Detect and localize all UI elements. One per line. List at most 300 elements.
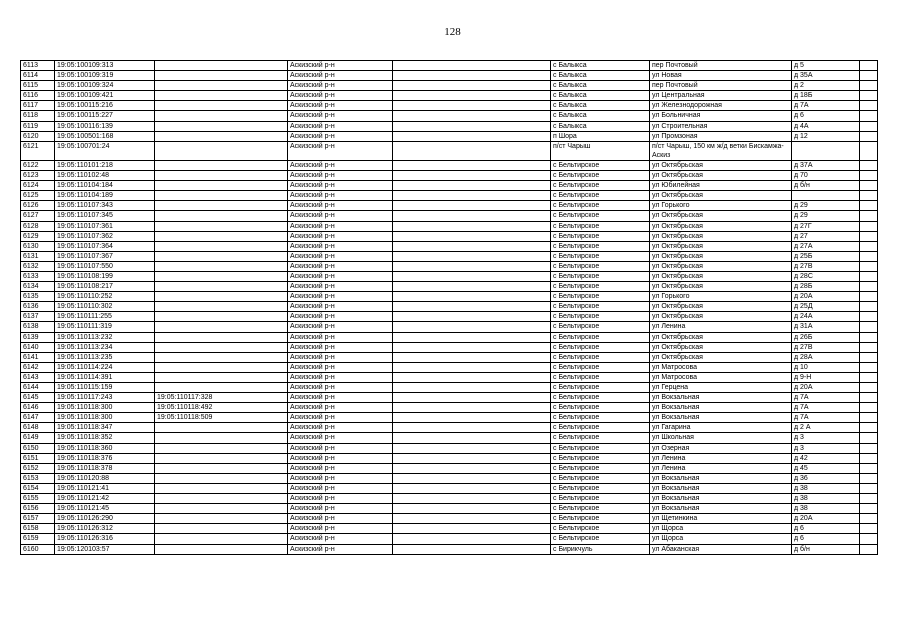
cadastral-number-cell: 19:05:110120:88 (55, 473, 155, 483)
house-cell: д 6 (792, 534, 860, 544)
street-cell: ул Герцена (650, 383, 792, 393)
table-row (21, 221, 878, 231)
table-row (21, 251, 878, 261)
locality-extra-cell (393, 191, 551, 201)
row-number-cell: 6126 (21, 201, 55, 211)
table-row (21, 141, 878, 160)
house-cell: д 7А (792, 393, 860, 403)
row-number-cell: 6156 (21, 504, 55, 514)
street-cell: ул Вокзальная (650, 393, 792, 403)
row-number-cell: 6120 (21, 131, 55, 141)
house-cell: д 4А (792, 121, 860, 131)
parent-cadastral-number-cell (155, 302, 288, 312)
parent-cadastral-number-cell (155, 141, 288, 160)
district-cell: Аскизский р-н (288, 494, 393, 504)
street-cell: ул Вокзальная (650, 403, 792, 413)
building-cell (860, 271, 878, 281)
building-cell (860, 433, 878, 443)
locality-cell: с Бельтирское (551, 504, 650, 514)
parent-cadastral-number-cell (155, 504, 288, 514)
house-cell: д 7А (792, 403, 860, 413)
district-cell: Аскизский р-н (288, 423, 393, 433)
cadastral-number-cell: 19:05:110117:243 (55, 393, 155, 403)
district-cell: Аскизский р-н (288, 191, 393, 201)
locality-cell: с Бельтирское (551, 383, 650, 393)
building-cell (860, 101, 878, 111)
cadastral-number-cell: 19:05:100116:139 (55, 121, 155, 131)
house-cell: д 35А (792, 71, 860, 81)
locality-extra-cell (393, 453, 551, 463)
cadastral-number-cell: 19:05:110107:364 (55, 241, 155, 251)
locality-extra-cell (393, 372, 551, 382)
table-row (21, 332, 878, 342)
building-cell (860, 362, 878, 372)
locality-cell: с Балыкса (551, 71, 650, 81)
district-cell: Аскизский р-н (288, 302, 393, 312)
parent-cadastral-number-cell (155, 372, 288, 382)
street-cell: ул Вокзальная (650, 413, 792, 423)
house-cell: д 6 (792, 111, 860, 121)
building-cell (860, 494, 878, 504)
cadastral-number-cell: 19:05:110114:224 (55, 362, 155, 372)
cadastral-number-cell: 19:05:110126:290 (55, 514, 155, 524)
cadastral-number-cell: 19:05:110102:48 (55, 171, 155, 181)
parent-cadastral-number-cell (155, 383, 288, 393)
locality-extra-cell (393, 181, 551, 191)
parent-cadastral-number-cell (155, 352, 288, 362)
street-cell: ул Ленина (650, 463, 792, 473)
building-cell (860, 403, 878, 413)
table-row (21, 352, 878, 362)
locality-cell: с Бельтирское (551, 494, 650, 504)
cadastral-number-cell: 19:05:110107:345 (55, 211, 155, 221)
building-cell (860, 372, 878, 382)
street-cell: ул Вокзальная (650, 473, 792, 483)
table-row (21, 81, 878, 91)
cadastral-number-cell: 19:05:110118:347 (55, 423, 155, 433)
street-cell: ул Центральная (650, 91, 792, 101)
locality-cell: с Бельтирское (551, 282, 650, 292)
row-number-cell: 6122 (21, 160, 55, 170)
cadastral-number-cell: 19:05:110113:235 (55, 352, 155, 362)
registry-table (20, 60, 878, 555)
house-cell: д 20А (792, 383, 860, 393)
locality-extra-cell (393, 524, 551, 534)
table-row (21, 403, 878, 413)
row-number-cell: 6139 (21, 332, 55, 342)
building-cell (860, 292, 878, 302)
row-number-cell: 6123 (21, 171, 55, 181)
parent-cadastral-number-cell (155, 534, 288, 544)
house-cell (792, 141, 860, 160)
street-cell: ул Октябрьская (650, 342, 792, 352)
cadastral-number-cell: 19:05:100501:168 (55, 131, 155, 141)
locality-cell: с Бельтирское (551, 342, 650, 352)
house-cell: д 28А (792, 352, 860, 362)
parent-cadastral-number-cell: 19:05:110118:509 (155, 413, 288, 423)
street-cell: ул Горького (650, 201, 792, 211)
locality-extra-cell (393, 473, 551, 483)
district-cell: Аскизский р-н (288, 352, 393, 362)
parent-cadastral-number-cell: 19:05:110118:492 (155, 403, 288, 413)
house-cell: д 25Б (792, 251, 860, 261)
table-row (21, 231, 878, 241)
building-cell (860, 383, 878, 393)
row-number-cell: 6151 (21, 453, 55, 463)
house-cell: д 27А (792, 241, 860, 251)
house-cell: д 70 (792, 171, 860, 181)
district-cell: Аскизский р-н (288, 201, 393, 211)
parent-cadastral-number-cell (155, 201, 288, 211)
locality-extra-cell (393, 383, 551, 393)
house-cell: д 29 (792, 201, 860, 211)
street-cell: ул Октябрьская (650, 261, 792, 271)
district-cell: Аскизский р-н (288, 483, 393, 493)
locality-cell: с Балыкса (551, 101, 650, 111)
street-cell: ул Абаканская (650, 544, 792, 554)
table-row (21, 372, 878, 382)
district-cell: Аскизский р-н (288, 160, 393, 170)
locality-cell: с Бельтирское (551, 261, 650, 271)
district-cell: Аскизский р-н (288, 121, 393, 131)
table-row (21, 261, 878, 271)
locality-cell: с Балыкса (551, 111, 650, 121)
locality-extra-cell (393, 91, 551, 101)
cadastral-number-cell: 19:05:110126:316 (55, 534, 155, 544)
street-cell: ул Октябрьская (650, 302, 792, 312)
district-cell: Аскизский р-н (288, 362, 393, 372)
parent-cadastral-number-cell (155, 342, 288, 352)
cadastral-number-cell: 19:05:110101:218 (55, 160, 155, 170)
house-cell: д 10 (792, 362, 860, 372)
building-cell (860, 181, 878, 191)
building-cell (860, 81, 878, 91)
district-cell: Аскизский р-н (288, 372, 393, 382)
parent-cadastral-number-cell (155, 261, 288, 271)
locality-cell: с Бельтирское (551, 271, 650, 281)
parent-cadastral-number-cell (155, 473, 288, 483)
district-cell: Аскизский р-н (288, 322, 393, 332)
locality-cell: с Бельтирское (551, 423, 650, 433)
locality-cell: с Бельтирское (551, 171, 650, 181)
building-cell (860, 241, 878, 251)
locality-cell: с Балыкса (551, 121, 650, 131)
table-row (21, 534, 878, 544)
row-number-cell: 6113 (21, 61, 55, 71)
street-cell: ул Горького (650, 292, 792, 302)
house-cell: д б/н (792, 544, 860, 554)
building-cell (860, 121, 878, 131)
locality-extra-cell (393, 504, 551, 514)
locality-cell: п Шора (551, 131, 650, 141)
locality-extra-cell (393, 544, 551, 554)
locality-extra-cell (393, 483, 551, 493)
locality-cell: с Бельтирское (551, 302, 650, 312)
row-number-cell: 6124 (21, 181, 55, 191)
street-cell: ул Вокзальная (650, 483, 792, 493)
district-cell: Аскизский р-н (288, 251, 393, 261)
locality-extra-cell (393, 211, 551, 221)
cadastral-number-cell: 19:05:110107:550 (55, 261, 155, 271)
street-cell: ул Октябрьская (650, 211, 792, 221)
parent-cadastral-number-cell (155, 81, 288, 91)
table-row (21, 312, 878, 322)
building-cell (860, 131, 878, 141)
row-number-cell: 6140 (21, 342, 55, 352)
district-cell: Аскизский р-н (288, 413, 393, 423)
row-number-cell: 6144 (21, 383, 55, 393)
district-cell: Аскизский р-н (288, 211, 393, 221)
cadastral-number-cell: 19:05:110126:312 (55, 524, 155, 534)
house-cell: д 27В (792, 261, 860, 271)
locality-extra-cell (393, 534, 551, 544)
locality-extra-cell (393, 71, 551, 81)
street-cell: ул Щетинкина (650, 514, 792, 524)
cadastral-number-cell: 19:05:110111:255 (55, 312, 155, 322)
house-cell: д 27Г (792, 221, 860, 231)
district-cell: Аскизский р-н (288, 524, 393, 534)
house-cell: д 27 (792, 231, 860, 241)
building-cell (860, 393, 878, 403)
table-row (21, 393, 878, 403)
district-cell: Аскизский р-н (288, 61, 393, 71)
house-cell: д 36 (792, 473, 860, 483)
cadastral-number-cell: 19:05:100115:227 (55, 111, 155, 121)
cadastral-number-cell: 19:05:100109:319 (55, 71, 155, 81)
parent-cadastral-number-cell (155, 271, 288, 281)
district-cell: Аскизский р-н (288, 544, 393, 554)
building-cell (860, 534, 878, 544)
table-row (21, 292, 878, 302)
row-number-cell: 6133 (21, 271, 55, 281)
cadastral-number-cell: 19:05:110104:184 (55, 181, 155, 191)
house-cell: д 38 (792, 504, 860, 514)
street-cell: п/ст Чарыш, 150 км ж/д ветки Бискамжа-Аскиз (650, 141, 792, 160)
locality-cell: п/ст Чарыш (551, 141, 650, 160)
building-cell (860, 332, 878, 342)
cadastral-number-cell: 19:05:110110:252 (55, 292, 155, 302)
parent-cadastral-number-cell (155, 171, 288, 181)
locality-extra-cell (393, 332, 551, 342)
building-cell (860, 463, 878, 473)
table-row (21, 473, 878, 483)
house-cell: д 28С (792, 271, 860, 281)
street-cell: ул Железнодорожная (650, 101, 792, 111)
cadastral-number-cell: 19:05:110118:300 (55, 413, 155, 423)
building-cell (860, 514, 878, 524)
cadastral-number-cell: 19:05:100109:313 (55, 61, 155, 71)
locality-cell: с Бельтирское (551, 312, 650, 322)
district-cell: Аскизский р-н (288, 383, 393, 393)
table-row (21, 71, 878, 81)
house-cell: д 7А (792, 413, 860, 423)
street-cell: ул Строительная (650, 121, 792, 131)
locality-cell: с Бельтирское (551, 191, 650, 201)
parent-cadastral-number-cell (155, 91, 288, 101)
parent-cadastral-number-cell (155, 514, 288, 524)
parent-cadastral-number-cell (155, 101, 288, 111)
parent-cadastral-number-cell (155, 61, 288, 71)
parent-cadastral-number-cell (155, 322, 288, 332)
locality-cell: с Бельтирское (551, 393, 650, 403)
street-cell: ул Октябрьская (650, 241, 792, 251)
parent-cadastral-number-cell (155, 544, 288, 554)
cadastral-number-cell: 19:05:100109:421 (55, 91, 155, 101)
district-cell: Аскизский р-н (288, 221, 393, 231)
district-cell: Аскизский р-н (288, 403, 393, 413)
cadastral-number-cell: 19:05:100115:216 (55, 101, 155, 111)
building-cell (860, 423, 878, 433)
street-cell: ул Октябрьская (650, 221, 792, 231)
locality-extra-cell (393, 251, 551, 261)
cadastral-number-cell: 19:05:110111:319 (55, 322, 155, 332)
building-cell (860, 251, 878, 261)
parent-cadastral-number-cell (155, 443, 288, 453)
parent-cadastral-number-cell (155, 221, 288, 231)
parent-cadastral-number-cell (155, 282, 288, 292)
house-cell: д 18Б (792, 91, 860, 101)
row-number-cell: 6114 (21, 71, 55, 81)
locality-extra-cell (393, 282, 551, 292)
district-cell: Аскизский р-н (288, 131, 393, 141)
row-number-cell: 6155 (21, 494, 55, 504)
cadastral-number-cell: 19:05:110118:360 (55, 443, 155, 453)
locality-cell: с Бельтирское (551, 453, 650, 463)
locality-extra-cell (393, 423, 551, 433)
building-cell (860, 524, 878, 534)
locality-cell: с Бельтирское (551, 241, 650, 251)
house-cell: д 38 (792, 494, 860, 504)
locality-cell: с Бельтирское (551, 160, 650, 170)
street-cell: ул Промзоная (650, 131, 792, 141)
locality-extra-cell (393, 121, 551, 131)
house-cell: д 28Б (792, 282, 860, 292)
street-cell: ул Ленина (650, 453, 792, 463)
parent-cadastral-number-cell (155, 191, 288, 201)
district-cell: Аскизский р-н (288, 141, 393, 160)
locality-cell: с Балыкса (551, 81, 650, 91)
street-cell: ул Октябрьская (650, 282, 792, 292)
building-cell (860, 352, 878, 362)
street-cell: ул Озерная (650, 443, 792, 453)
cadastral-number-cell: 19:05:110114:391 (55, 372, 155, 382)
parent-cadastral-number-cell (155, 71, 288, 81)
locality-extra-cell (393, 443, 551, 453)
locality-extra-cell (393, 261, 551, 271)
table-row (21, 282, 878, 292)
table-row (21, 271, 878, 281)
locality-cell: с Бельтирское (551, 221, 650, 231)
row-number-cell: 6129 (21, 231, 55, 241)
parent-cadastral-number-cell (155, 131, 288, 141)
street-cell: ул Октябрьская (650, 312, 792, 322)
house-cell: д 3 (792, 433, 860, 443)
house-cell: д 25Д (792, 302, 860, 312)
house-cell: д б/н (792, 181, 860, 191)
row-number-cell: 6141 (21, 352, 55, 362)
district-cell: Аскизский р-н (288, 241, 393, 251)
row-number-cell: 6137 (21, 312, 55, 322)
building-cell (860, 312, 878, 322)
table-row (21, 171, 878, 181)
table-row (21, 160, 878, 170)
district-cell: Аскизский р-н (288, 332, 393, 342)
building-cell (860, 91, 878, 101)
locality-cell: с Бирикчуль (551, 544, 650, 554)
table-row (21, 211, 878, 221)
row-number-cell: 6132 (21, 261, 55, 271)
locality-extra-cell (393, 302, 551, 312)
row-number-cell: 6150 (21, 443, 55, 453)
row-number-cell: 6119 (21, 121, 55, 131)
row-number-cell: 6138 (21, 322, 55, 332)
row-number-cell: 6154 (21, 483, 55, 493)
table-row (21, 111, 878, 121)
building-cell (860, 141, 878, 160)
district-cell: Аскизский р-н (288, 312, 393, 322)
district-cell: Аскизский р-н (288, 463, 393, 473)
locality-extra-cell (393, 101, 551, 111)
street-cell: ул Октябрьская (650, 352, 792, 362)
district-cell: Аскизский р-н (288, 81, 393, 91)
table-row (21, 302, 878, 312)
locality-cell: с Бельтирское (551, 322, 650, 332)
parent-cadastral-number-cell (155, 332, 288, 342)
locality-extra-cell (393, 494, 551, 504)
row-number-cell: 6135 (21, 292, 55, 302)
cadastral-number-cell: 19:05:110108:217 (55, 282, 155, 292)
locality-extra-cell (393, 312, 551, 322)
row-number-cell: 6117 (21, 101, 55, 111)
locality-cell: с Бельтирское (551, 483, 650, 493)
district-cell: Аскизский р-н (288, 181, 393, 191)
row-number-cell: 6145 (21, 393, 55, 403)
cadastral-number-cell: 19:05:110104:189 (55, 191, 155, 201)
locality-extra-cell (393, 292, 551, 302)
house-cell: д 26Б (792, 332, 860, 342)
row-number-cell: 6136 (21, 302, 55, 312)
building-cell (860, 504, 878, 514)
locality-cell: с Бельтирское (551, 524, 650, 534)
locality-cell: с Бельтирское (551, 403, 650, 413)
locality-extra-cell (393, 342, 551, 352)
locality-extra-cell (393, 271, 551, 281)
table-row (21, 101, 878, 111)
table-row (21, 362, 878, 372)
street-cell: ул Октябрьская (650, 171, 792, 181)
building-cell (860, 261, 878, 271)
row-number-cell: 6152 (21, 463, 55, 473)
locality-extra-cell (393, 81, 551, 91)
district-cell: Аскизский р-н (288, 433, 393, 443)
table-row (21, 131, 878, 141)
street-cell: ул Ленина (650, 322, 792, 332)
table-row (21, 453, 878, 463)
cadastral-number-cell: 19:05:110108:199 (55, 271, 155, 281)
locality-extra-cell (393, 141, 551, 160)
locality-extra-cell (393, 160, 551, 170)
row-number-cell: 6134 (21, 282, 55, 292)
locality-extra-cell (393, 322, 551, 332)
locality-extra-cell (393, 393, 551, 403)
house-cell: д 9-Н (792, 372, 860, 382)
cadastral-number-cell: 19:05:100701:24 (55, 141, 155, 160)
parent-cadastral-number-cell (155, 494, 288, 504)
locality-extra-cell (393, 111, 551, 121)
table-row (21, 181, 878, 191)
parent-cadastral-number-cell (155, 121, 288, 131)
street-cell: пер Почтовый (650, 81, 792, 91)
